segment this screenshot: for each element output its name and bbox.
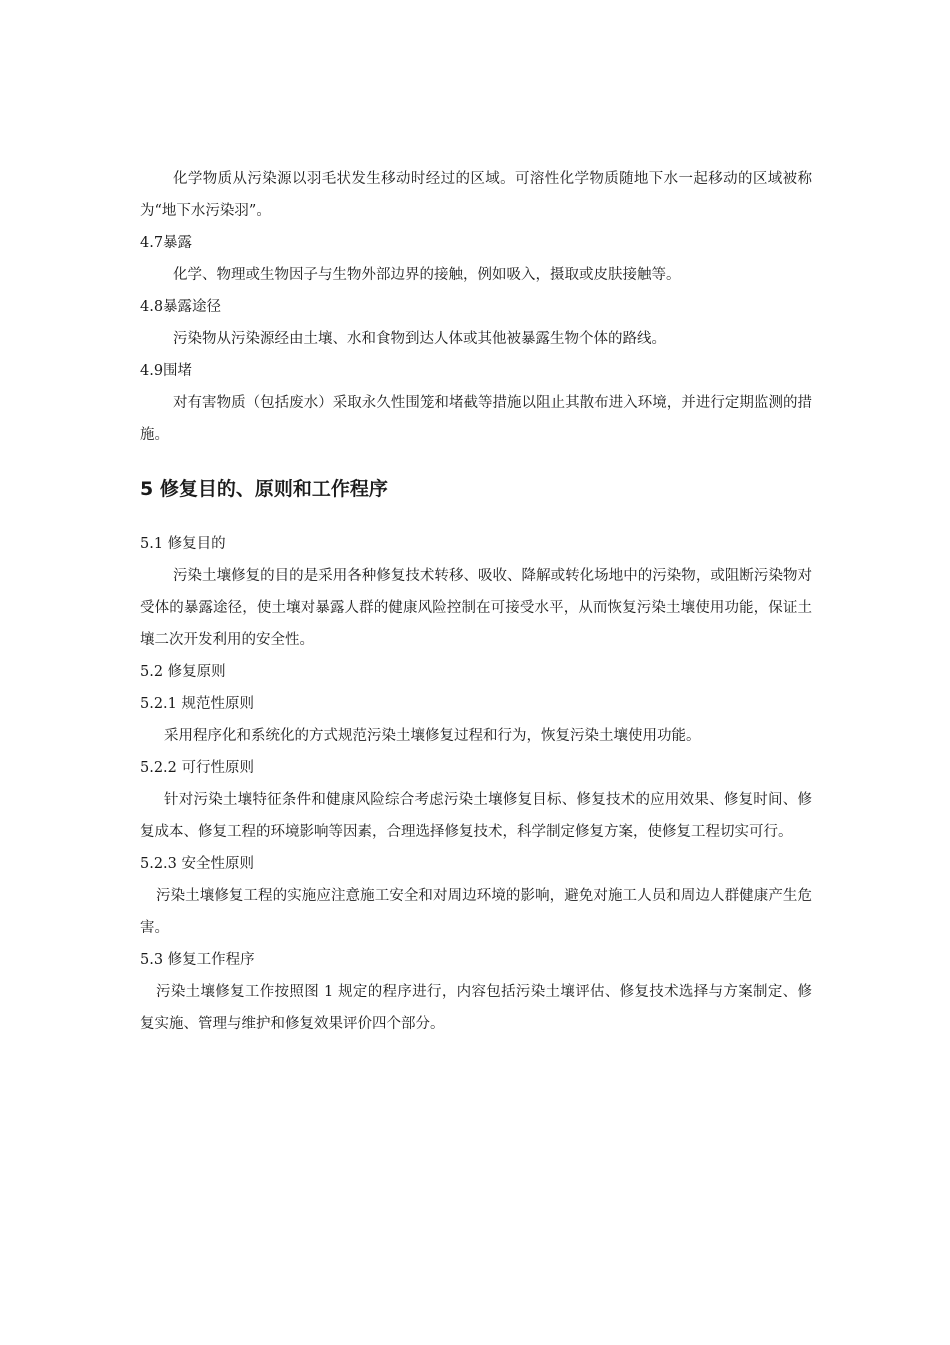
paragraph-5-2-1: 采用程序化和系统化的方式规范污染土壤修复过程和行为，恢复污染土壤使用功能。 — [164, 728, 701, 744]
heading-5-2: 5.2 修复原则 — [140, 664, 226, 680]
paragraph-5-3: 污染土壤修复工作按照图 1 规定的程序进行，内容包括污染土壤评估、修复技术选择与方案制定、修复实施、管理与维护和修复效果评价四个部分。 — [140, 984, 812, 1032]
heading-5-3: 5.3 修复工作程序 — [140, 952, 255, 968]
paragraph-5-2-2: 针对污染土壤特征条件和健康风险综合考虑污染土壤修复目标、修复技术的应用效果、修复时间、修复成本、修复工程的环境影响等因素，合理选择修复技术，科学制定修复方案，使修复工程切实可行。 — [140, 792, 812, 840]
heading-5-2-3: 5.2.3 安全性原则 — [140, 856, 255, 872]
document-page — [140, 163, 812, 1040]
heading-5-1: 5.1 修复目的 — [140, 536, 226, 552]
paragraph-4-9: 对有害物质（包括废水）采取永久性围笼和堵截等措施以阻止其散布进入环境，并进行定期监测的措施。 — [140, 395, 812, 443]
paragraph-4-8: 污染物从污染源经由土壤、水和食物到达人体或其他被暴露生物个体的路线。 — [173, 331, 666, 347]
heading-4-9: 4.9围堵 — [140, 363, 193, 379]
heading-4-7: 4.7暴露 — [140, 235, 193, 251]
section-5-title: 5 修复目的、原则和工作程序 — [140, 478, 388, 500]
paragraph-5-2-3: 污染土壤修复工程的实施应注意施工安全和对周边环境的影响，避免对施工人员和周边人群健康产生危害。 — [140, 888, 812, 936]
heading-5-2-1: 5.2.1 规范性原则 — [140, 696, 255, 712]
heading-5-2-2: 5.2.2 可行性原则 — [140, 760, 255, 776]
paragraph-plume-definition: 化学物质从污染源以羽毛状发生移动时经过的区域。可溶性化学物质随地下水一起移动的区域被称为“地下水污染羽”。 — [140, 171, 812, 219]
paragraph-5-1: 污染土壤修复的目的是采用各种修复技术转移、吸收、降解或转化场地中的污染物，或阻断污染物对受体的暴露途径，使土壤对暴露人群的健康风险控制在可接受水平，从而恢复污染土壤使用功能，保证土壤二次开发利用的安全性。 — [140, 568, 812, 648]
paragraph-4-7: 化学、物理或生物因子与生物外部边界的接触，例如吸入，摄取或皮肤接触等。 — [173, 267, 681, 283]
heading-4-8: 4.8暴露途径 — [140, 299, 222, 315]
